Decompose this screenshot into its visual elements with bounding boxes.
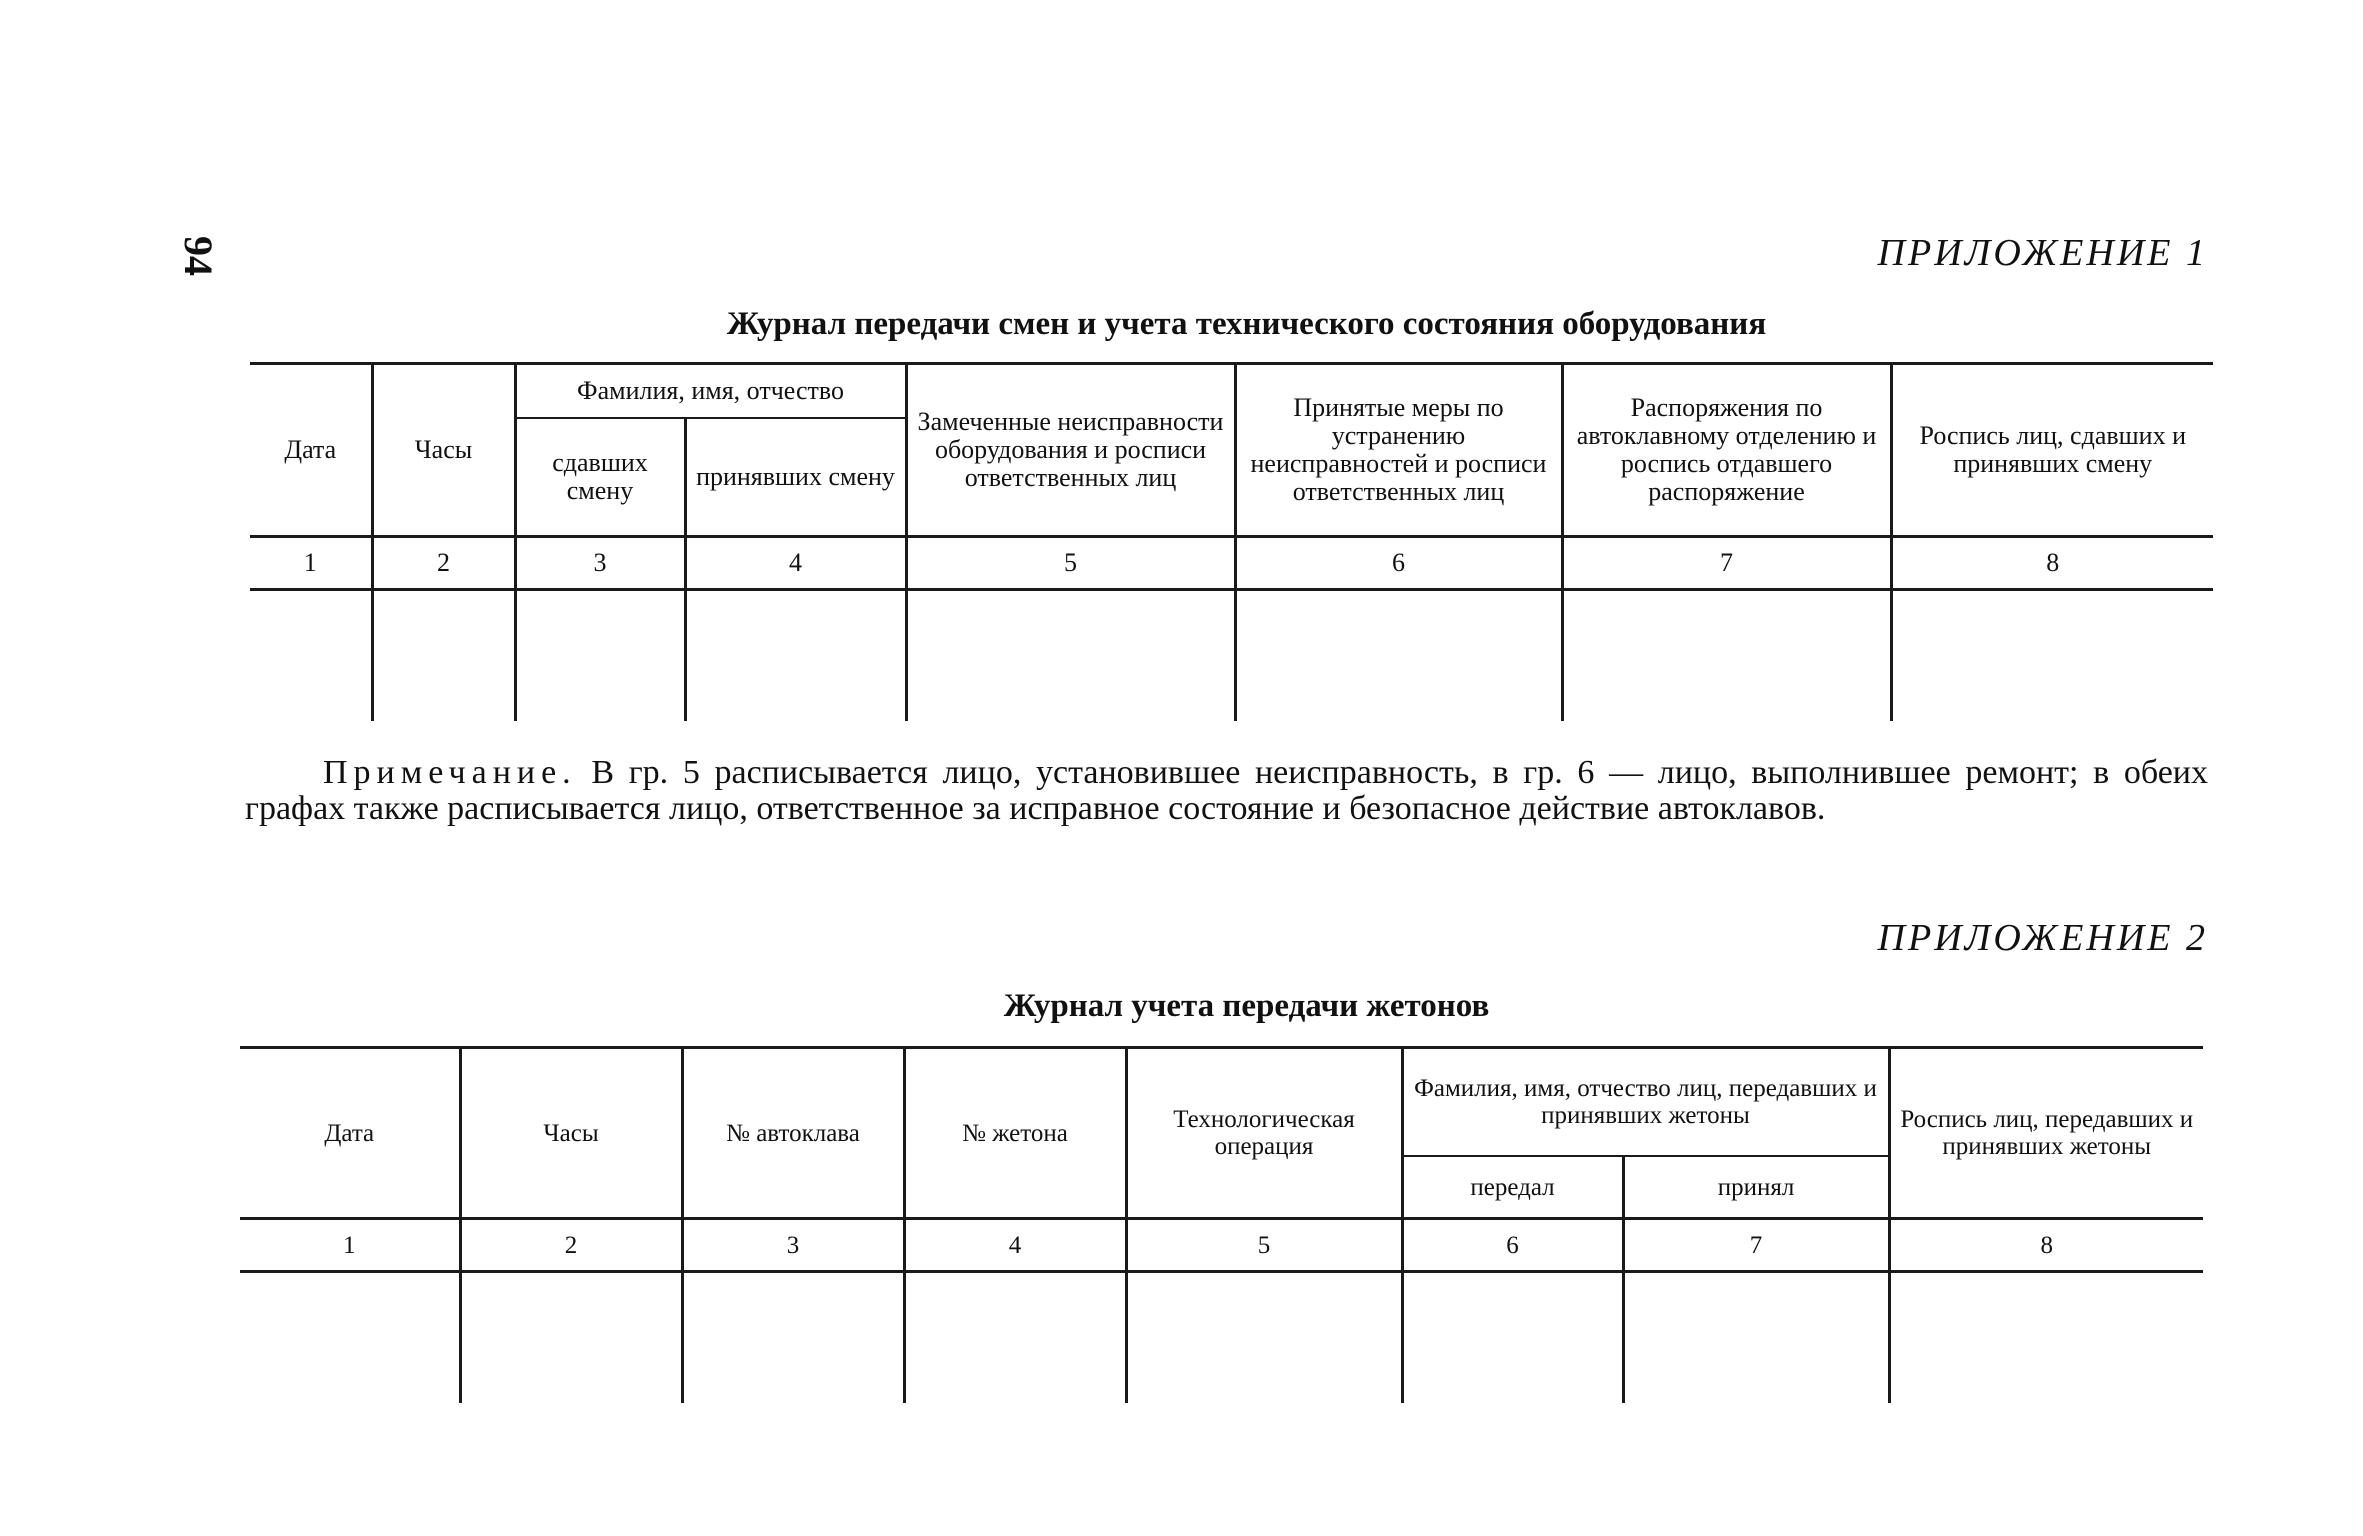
note-prefix: Примечание. bbox=[323, 754, 577, 791]
header-fio-group: Фамилия, имя, отчество лиц, передавших и принявших жетоны bbox=[1402, 1048, 1889, 1157]
appendix-1-title: Журнал передачи смен и учета технического состояния оборудования bbox=[726, 306, 1767, 342]
appendix-2-title: Журнал учета передачи жетонов bbox=[1003, 988, 1490, 1024]
page-number: 94 bbox=[176, 236, 221, 276]
empty-cell bbox=[1891, 590, 2213, 722]
header-signature: Роспись лиц, сдавших и принявших смену bbox=[1891, 364, 2213, 537]
header-handed-over: сдавших смену bbox=[515, 418, 685, 537]
header-date: Дата bbox=[240, 1048, 460, 1219]
column-number: 5 bbox=[906, 537, 1235, 590]
empty-cell bbox=[685, 590, 906, 722]
column-number: 1 bbox=[250, 537, 372, 590]
column-number: 6 bbox=[1235, 537, 1562, 590]
empty-cell bbox=[904, 1272, 1126, 1404]
empty-cell bbox=[1889, 1272, 2203, 1404]
appendix-1-label: ПРИЛОЖЕНИЕ 1 bbox=[1877, 232, 2208, 274]
header-autoclave-number: № автоклава bbox=[682, 1048, 904, 1219]
column-number: 1 bbox=[240, 1219, 460, 1272]
header-token-number: № жетона bbox=[904, 1048, 1126, 1219]
header-hours: Часы bbox=[460, 1048, 682, 1219]
header-received: принял bbox=[1623, 1156, 1889, 1219]
empty-cell bbox=[906, 590, 1235, 722]
empty-cell bbox=[682, 1272, 904, 1404]
header-handed: передал bbox=[1402, 1156, 1623, 1219]
empty-cell bbox=[240, 1272, 460, 1404]
column-number: 8 bbox=[1891, 537, 2213, 590]
token-journal-table bbox=[240, 1046, 2203, 1403]
column-number: 3 bbox=[682, 1219, 904, 1272]
header-fio-group: Фамилия, имя, отчество bbox=[515, 364, 906, 419]
empty-cell bbox=[1623, 1272, 1889, 1404]
column-number: 8 bbox=[1889, 1219, 2203, 1272]
header-measures: Принятые меры по устранению неисправностей и росписи ответственных лиц bbox=[1235, 364, 1562, 537]
empty-cell bbox=[1562, 590, 1891, 722]
header-date: Дата bbox=[250, 364, 372, 537]
header-signature: Роспись лиц, передавших и принявших жетоны bbox=[1889, 1048, 2203, 1219]
header-operation: Технологическая операция bbox=[1126, 1048, 1402, 1219]
empty-cell bbox=[250, 590, 372, 722]
column-number: 7 bbox=[1562, 537, 1891, 590]
header-accepted: принявших смену bbox=[685, 418, 906, 537]
empty-cell bbox=[372, 590, 515, 722]
column-number: 2 bbox=[460, 1219, 682, 1272]
header-faults: Замеченные неисправности оборудования и росписи ответственных лиц bbox=[906, 364, 1235, 537]
empty-cell bbox=[1402, 1272, 1623, 1404]
note-text: В гр. 5 расписывается лицо, установившее неисправность, в гр. 6 — лицо, выполнившее ремонт; в обеих графах также расписывается лицо, ответственное за исправное состояние и безопасное действие автоклавов. bbox=[245, 754, 2208, 827]
empty-cell bbox=[1126, 1272, 1402, 1404]
header-hours: Часы bbox=[372, 364, 515, 537]
note-paragraph bbox=[245, 755, 2208, 827]
column-number: 5 bbox=[1126, 1219, 1402, 1272]
empty-cell bbox=[1235, 590, 1562, 722]
header-orders: Распоряжения по автоклавному отделению и роспись отдавшего распоряжение bbox=[1562, 364, 1891, 537]
appendix-2-label: ПРИЛОЖЕНИЕ 2 bbox=[1877, 917, 2208, 959]
column-number: 7 bbox=[1623, 1219, 1889, 1272]
empty-cell bbox=[515, 590, 685, 722]
column-number: 6 bbox=[1402, 1219, 1623, 1272]
column-number: 4 bbox=[904, 1219, 1126, 1272]
column-number: 4 bbox=[685, 537, 906, 590]
column-number: 3 bbox=[515, 537, 685, 590]
shift-journal-table bbox=[250, 362, 2213, 721]
empty-cell bbox=[460, 1272, 682, 1404]
column-number: 2 bbox=[372, 537, 515, 590]
